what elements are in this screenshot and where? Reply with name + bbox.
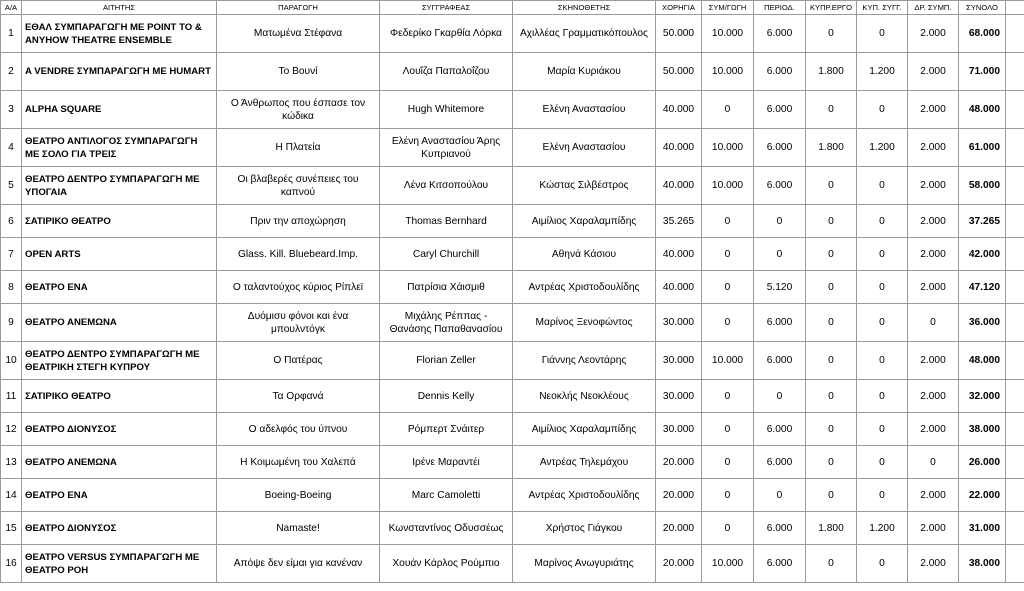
cypriot-writer-cell: 0 [857,304,908,342]
dr-symp-cell: 2.000 [908,238,959,271]
cypriot-writer-cell: 0 [857,91,908,129]
row-number: 4 [1,129,22,167]
table-row [1,479,1024,512]
total-cell: 37.265 [959,205,1006,238]
applicant-cell: ΣΑΤΙΡΙΚΟ ΘΕΑΤΡΟ [22,380,217,413]
director-cell: Αχιλλέας Γραμματικόπουλος [513,15,656,53]
production-cell: Το Βουνί [217,53,380,91]
writer-cell: Dennis Kelly [380,380,513,413]
row-number: 10 [1,342,22,380]
production-cell: Ο αδελφός του ύπνου [217,413,380,446]
total-cell: 22.000 [959,479,1006,512]
col-header-cypriot-work: ΚΥΠΡ.ΕΡΓΟ [806,1,857,15]
sponsorship-cell: 20.000 [656,512,702,545]
director-cell: Αιμίλιος Χαραλαμπίδης [513,205,656,238]
cypriot-writer-cell: 0 [857,545,908,583]
col-header-total: ΣΥΝΟΛΟ [959,1,1006,15]
coproduction-cell: 0 [702,304,754,342]
production-cell: Ο Πατέρας [217,342,380,380]
empty-cell [1006,446,1024,479]
touring-cell: 0 [754,205,806,238]
row-number: 1 [1,15,22,53]
dr-symp-cell: 2.000 [908,91,959,129]
writer-cell: Hugh Whitemore [380,91,513,129]
director-cell: Κώστας Σιλβέστρος [513,167,656,205]
empty-cell [1006,205,1024,238]
col-header-touring: ΠΕΡΙΟΔ. [754,1,806,15]
empty-cell [1006,271,1024,304]
production-cell: Τα Ορφανά [217,380,380,413]
director-cell: Νεοκλής Νεοκλέους [513,380,656,413]
coproduction-cell: 0 [702,380,754,413]
col-header-dr-symp: ΔΡ. ΣΥΜΠ. [908,1,959,15]
applicant-cell: ΘΕΑΤΡΟ ΔΙΟΝΥΣΟΣ [22,413,217,446]
table-row [1,512,1024,545]
row-number: 15 [1,512,22,545]
dr-symp-cell: 2.000 [908,129,959,167]
sponsorship-cell: 40.000 [656,129,702,167]
row-number: 12 [1,413,22,446]
cypriot-writer-cell: 1.200 [857,53,908,91]
empty-cell [1006,479,1024,512]
cypriot-work-cell: 0 [806,380,857,413]
row-number: 3 [1,91,22,129]
dr-symp-cell: 2.000 [908,545,959,583]
total-cell: 36.000 [959,304,1006,342]
sponsorship-cell: 20.000 [656,446,702,479]
table-row [1,380,1024,413]
touring-cell: 0 [754,380,806,413]
dr-symp-cell: 2.000 [908,15,959,53]
row-number: 9 [1,304,22,342]
cypriot-writer-cell: 0 [857,205,908,238]
applicant-cell: ΣΑΤΙΡΙΚΟ ΘΕΑΤΡΟ [22,205,217,238]
writer-cell: Λένα Κιτσοπούλου [380,167,513,205]
cypriot-writer-cell: 0 [857,479,908,512]
cypriot-work-cell: 0 [806,342,857,380]
table-row [1,304,1024,342]
sponsorship-cell: 20.000 [656,545,702,583]
sponsorship-cell: 30.000 [656,380,702,413]
row-number: 14 [1,479,22,512]
sponsorship-cell: 30.000 [656,413,702,446]
cypriot-writer-cell: 0 [857,15,908,53]
production-cell: Ο Άνθρωπος που έσπασε τον κώδικα [217,91,380,129]
col-header-writer: ΣΥΓΓΡΑΦΕΑΣ [380,1,513,15]
cypriot-work-cell: 1.800 [806,53,857,91]
total-cell: 32.000 [959,380,1006,413]
sponsorship-cell: 40.000 [656,271,702,304]
empty-cell [1006,413,1024,446]
total-cell: 31.000 [959,512,1006,545]
applicant-cell: ΘΕΑΤΡΟ ΔΕΝΤΡΟ ΣΥΜΠΑΡΑΓΩΓΗ ΜΕ ΥΠΟΓΑΙΑ [22,167,217,205]
director-cell: Γιάννης Λεοντάρης [513,342,656,380]
director-cell: Μαρίνος Ανωγυριάτης [513,545,656,583]
col-header-production: ΠΑΡΑΓΩΓΗ [217,1,380,15]
production-cell: Η Κοιμωμένη του Χαλεπά [217,446,380,479]
cypriot-writer-cell: 0 [857,238,908,271]
touring-cell: 6.000 [754,91,806,129]
empty-cell [1006,53,1024,91]
cypriot-writer-cell: 1.200 [857,129,908,167]
cypriot-work-cell: 0 [806,238,857,271]
coproduction-cell: 0 [702,205,754,238]
applicant-cell: ΘΕΑΤΡΟ ΑΝΤΙΛΟΓΟΣ ΣΥΜΠΑΡΑΓΩΓΗ ΜΕ ΣΟΛΟ ΓΙΑ ΤΡΕΙΣ [22,129,217,167]
empty-cell [1006,129,1024,167]
table-row [1,15,1024,53]
total-cell: 38.000 [959,545,1006,583]
table-row [1,271,1024,304]
dr-symp-cell: 2.000 [908,413,959,446]
table-row [1,238,1024,271]
cypriot-work-cell: 0 [806,304,857,342]
dr-symp-cell: 2.000 [908,380,959,413]
sponsorship-cell: 40.000 [656,91,702,129]
applicant-cell: OPEN ARTS [22,238,217,271]
cypriot-work-cell: 1.800 [806,512,857,545]
cypriot-writer-cell: 0 [857,167,908,205]
dr-symp-cell: 0 [908,304,959,342]
production-cell: Boeing-Boeing [217,479,380,512]
coproduction-cell: 10.000 [702,342,754,380]
header-row [1,1,1024,15]
production-cell: Glass. Kill. Bluebeard.Imp. [217,238,380,271]
empty-cell [1006,512,1024,545]
applicant-cell: ΘΕΑΤΡΟ ΔΙΟΝΥΣΟΣ [22,512,217,545]
touring-cell: 6.000 [754,53,806,91]
touring-cell: 6.000 [754,304,806,342]
dr-symp-cell: 2.000 [908,167,959,205]
table-row [1,167,1024,205]
director-cell: Αιμίλιος Χαραλαμπίδης [513,413,656,446]
cypriot-writer-cell: 0 [857,413,908,446]
table-row [1,545,1024,583]
writer-cell: Χουάν Κάρλος Ρούμπιο [380,545,513,583]
total-cell: 58.000 [959,167,1006,205]
total-cell: 48.000 [959,342,1006,380]
coproduction-cell: 10.000 [702,167,754,205]
production-cell: Namaste! [217,512,380,545]
total-cell: 26.000 [959,446,1006,479]
empty-cell [1006,545,1024,583]
director-cell: Ελένη Αναστασίου [513,129,656,167]
cypriot-work-cell: 0 [806,271,857,304]
sponsorship-cell: 30.000 [656,342,702,380]
empty-cell [1006,380,1024,413]
director-cell: Χρήστος Γιάγκου [513,512,656,545]
production-cell: Ο ταλαντούχος κύριος Ρίπλεϊ [217,271,380,304]
writer-cell: Κωνσταντίνος Οδυσσέως [380,512,513,545]
production-cell: Οι βλαβερές συνέπειες του καπνού [217,167,380,205]
cypriot-writer-cell: 1.200 [857,512,908,545]
applicant-cell: ΘΕΑΤΡΟ ΔΕΝΤΡΟ ΣΥΜΠΑΡΑΓΩΓΗ ΜΕ ΘΕΑΤΡΙΚΗ ΣΤΕΓΗ ΚΥΠΡΟΥ [22,342,217,380]
cypriot-writer-cell: 0 [857,380,908,413]
empty-cell [1006,342,1024,380]
sponsorship-cell: 50.000 [656,15,702,53]
col-header-applicant: ΑΙΤΗΤΗΣ [22,1,217,15]
table-row [1,91,1024,129]
writer-cell: Φεδερίκο Γκαρθία Λόρκα [380,15,513,53]
dr-symp-cell: 0 [908,446,959,479]
director-cell: Μαρίνος Ξενοφώντος [513,304,656,342]
writer-cell: Μιχάλης Ρέππας - Θανάσης Παπαθανασίου [380,304,513,342]
cypriot-writer-cell: 0 [857,446,908,479]
writer-cell: Caryl Churchill [380,238,513,271]
total-cell: 68.000 [959,15,1006,53]
total-cell: 61.000 [959,129,1006,167]
director-cell: Μαρία Κυριάκου [513,53,656,91]
col-header-empty [1006,1,1024,15]
coproduction-cell: 10.000 [702,53,754,91]
applicant-cell: ALPHA SQUARE [22,91,217,129]
cypriot-work-cell: 0 [806,545,857,583]
table-row [1,342,1024,380]
dr-symp-cell: 2.000 [908,342,959,380]
touring-cell: 6.000 [754,129,806,167]
row-number: 13 [1,446,22,479]
empty-cell [1006,238,1024,271]
applicant-cell: ΘΕΑΤΡΟ ΕΝΑ [22,271,217,304]
table-row [1,413,1024,446]
table-row [1,446,1024,479]
cypriot-work-cell: 0 [806,446,857,479]
row-number: 16 [1,545,22,583]
col-header-sponsorship: ΧΟΡΗΓΙΑ [656,1,702,15]
table-row [1,205,1024,238]
director-cell: Αντρέας Χριστοδουλίδης [513,271,656,304]
production-cell: Δυόμισυ φόνοι και ένα μπουλντόγκ [217,304,380,342]
coproduction-cell: 0 [702,479,754,512]
director-cell: Αντρέας Τηλεμάχου [513,446,656,479]
table-row [1,129,1024,167]
dr-symp-cell: 2.000 [908,479,959,512]
writer-cell: Πατρίσια Χάισμιθ [380,271,513,304]
cypriot-work-cell: 0 [806,205,857,238]
coproduction-cell: 0 [702,446,754,479]
coproduction-cell: 0 [702,91,754,129]
sponsorship-cell: 35.265 [656,205,702,238]
touring-cell: 6.000 [754,167,806,205]
cypriot-work-cell: 1.800 [806,129,857,167]
cypriot-work-cell: 0 [806,167,857,205]
writer-cell: Florian Zeller [380,342,513,380]
col-header-cypriot-writer: ΚΥΠ. ΣΥΓΓ. [857,1,908,15]
touring-cell: 6.000 [754,545,806,583]
row-number: 2 [1,53,22,91]
director-cell: Αθηνά Κάσιου [513,238,656,271]
applicant-cell: ΘΕΑΤΡΟ ΕΝΑ [22,479,217,512]
writer-cell: Ελένη Αναστασίου Άρης Κυπριανού [380,129,513,167]
coproduction-cell: 0 [702,271,754,304]
row-number: 11 [1,380,22,413]
production-cell: Ματωμένα Στέφανα [217,15,380,53]
total-cell: 48.000 [959,91,1006,129]
col-header-director: ΣΚΗΝΟΘΕΤΗΣ [513,1,656,15]
dr-symp-cell: 2.000 [908,271,959,304]
dr-symp-cell: 2.000 [908,205,959,238]
col-header-no: Α/Α [1,1,22,15]
writer-cell: Λουΐζα Παπαλοΐζου [380,53,513,91]
empty-cell [1006,167,1024,205]
coproduction-cell: 0 [702,238,754,271]
cypriot-writer-cell: 0 [857,271,908,304]
col-header-coproduction: ΣΥΜ/ΓΩΓΗ [702,1,754,15]
touring-cell: 0 [754,479,806,512]
sponsorship-cell: 40.000 [656,167,702,205]
touring-cell: 6.000 [754,446,806,479]
writer-cell: Ιρένε Μαραντέι [380,446,513,479]
applicant-cell: ΘΕΑΤΡΟ VERSUS ΣΥΜΠΑΡΑΓΩΓΗ ΜΕ ΘΕΑΤΡΟ ΡΟΗ [22,545,217,583]
director-cell: Ελένη Αναστασίου [513,91,656,129]
production-cell: Απόψε δεν είμαι για κανέναν [217,545,380,583]
production-cell: Η Πλατεία [217,129,380,167]
cypriot-work-cell: 0 [806,479,857,512]
touring-cell: 5.120 [754,271,806,304]
empty-cell [1006,15,1024,53]
sponsorship-cell: 50.000 [656,53,702,91]
total-cell: 71.000 [959,53,1006,91]
cypriot-writer-cell: 0 [857,342,908,380]
cypriot-work-cell: 0 [806,15,857,53]
cypriot-work-cell: 0 [806,413,857,446]
applicant-cell: ΘΕΑΤΡΟ ΑΝΕΜΩΝΑ [22,446,217,479]
applicant-cell: ΕΘΑΛ ΣΥΜΠΑΡΑΓΩΓΗ ΜΕ POINT TO & ANYHOW THEATRE ENSEMBLE [22,15,217,53]
row-number: 5 [1,167,22,205]
applicant-cell: ΘΕΑΤΡΟ ΑΝΕΜΩΝΑ [22,304,217,342]
dr-symp-cell: 2.000 [908,53,959,91]
coproduction-cell: 0 [702,512,754,545]
total-cell: 47.120 [959,271,1006,304]
writer-cell: Ρόμπερτ Σνάιτερ [380,413,513,446]
coproduction-cell: 10.000 [702,129,754,167]
applicant-cell: A VENDRE ΣΥΜΠΑΡΑΓΩΓΗ ΜΕ HUMART [22,53,217,91]
writer-cell: Marc Camoletti [380,479,513,512]
table-row [1,53,1024,91]
director-cell: Αντρέας Χριστοδουλίδης [513,479,656,512]
empty-cell [1006,91,1024,129]
production-cell: Πριν την αποχώρηση [217,205,380,238]
coproduction-cell: 10.000 [702,15,754,53]
coproduction-cell: 10.000 [702,545,754,583]
row-number: 7 [1,238,22,271]
empty-cell [1006,304,1024,342]
row-number: 6 [1,205,22,238]
cypriot-work-cell: 0 [806,91,857,129]
dr-symp-cell: 2.000 [908,512,959,545]
sponsorship-cell: 30.000 [656,304,702,342]
writer-cell: Thomas Bernhard [380,205,513,238]
sponsorship-cell: 20.000 [656,479,702,512]
touring-cell: 6.000 [754,342,806,380]
row-number: 8 [1,271,22,304]
coproduction-cell: 0 [702,413,754,446]
touring-cell: 6.000 [754,512,806,545]
total-cell: 38.000 [959,413,1006,446]
sponsorship-cell: 40.000 [656,238,702,271]
total-cell: 42.000 [959,238,1006,271]
touring-cell: 6.000 [754,15,806,53]
touring-cell: 6.000 [754,413,806,446]
touring-cell: 0 [754,238,806,271]
